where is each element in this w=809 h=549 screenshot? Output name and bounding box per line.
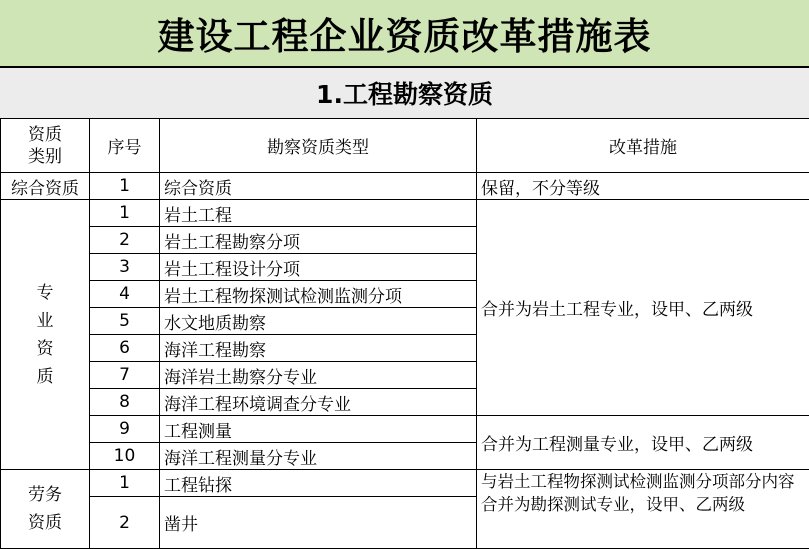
row-number: 1 — [90, 200, 160, 227]
row-number: 2 — [90, 227, 160, 254]
table-row — [1, 173, 809, 200]
row-number: 9 — [90, 416, 160, 443]
row-type: 岩土工程物探测试检测监测分项 — [160, 281, 477, 308]
table-row — [1, 470, 809, 497]
row-type: 水文地质勘察 — [160, 308, 477, 335]
row-type: 岩土工程设计分项 — [160, 254, 477, 281]
table-header-row — [1, 119, 809, 173]
row-number: 8 — [90, 389, 160, 416]
row-number: 1 — [90, 173, 160, 200]
reform-exploration: 与岩土工程物探测试检测监测分项部分内容合并为勘探测试专业，设甲、乙两级 — [477, 470, 809, 549]
row-type: 凿井 — [160, 497, 477, 549]
row-number: 2 — [90, 497, 160, 549]
header-number: 序号 — [90, 119, 160, 173]
reform-table — [0, 118, 809, 549]
row-type: 工程钻探 — [160, 470, 477, 497]
row-number: 1 — [90, 470, 160, 497]
row-type: 海洋岩土勘察分专业 — [160, 362, 477, 389]
header-reform: 改革措施 — [477, 119, 809, 173]
row-reform: 保留，不分等级 — [477, 173, 809, 200]
section-title: 1.工程勘察资质 — [0, 68, 809, 118]
row-type: 岩土工程 — [160, 200, 477, 227]
row-number: 6 — [90, 335, 160, 362]
row-type: 岩土工程勘察分项 — [160, 227, 477, 254]
header-category: 资质 类别 — [1, 119, 90, 173]
row-number: 4 — [90, 281, 160, 308]
reform-geotech: 合并为岩土工程专业，设甲、乙两级 — [477, 200, 809, 416]
category-labor: 劳务 资质 — [1, 470, 90, 549]
page-title: 建设工程企业资质改革措施表 — [0, 0, 809, 68]
reform-survey: 合并为工程测量专业，设甲、乙两级 — [477, 416, 809, 470]
table-row — [1, 416, 809, 443]
header-type: 勘察资质类型 — [160, 119, 477, 173]
category-professional: 专 业 资 质 — [1, 200, 90, 470]
row-type: 海洋工程勘察 — [160, 335, 477, 362]
row-number: 3 — [90, 254, 160, 281]
category-comprehensive: 综合资质 — [1, 173, 90, 200]
row-number: 10 — [90, 443, 160, 470]
row-type: 海洋工程测量分专业 — [160, 443, 477, 470]
row-number: 7 — [90, 362, 160, 389]
row-type: 综合资质 — [160, 173, 477, 200]
table-row — [1, 200, 809, 227]
row-number: 5 — [90, 308, 160, 335]
row-type: 海洋工程环境调查分专业 — [160, 389, 477, 416]
row-type: 工程测量 — [160, 416, 477, 443]
